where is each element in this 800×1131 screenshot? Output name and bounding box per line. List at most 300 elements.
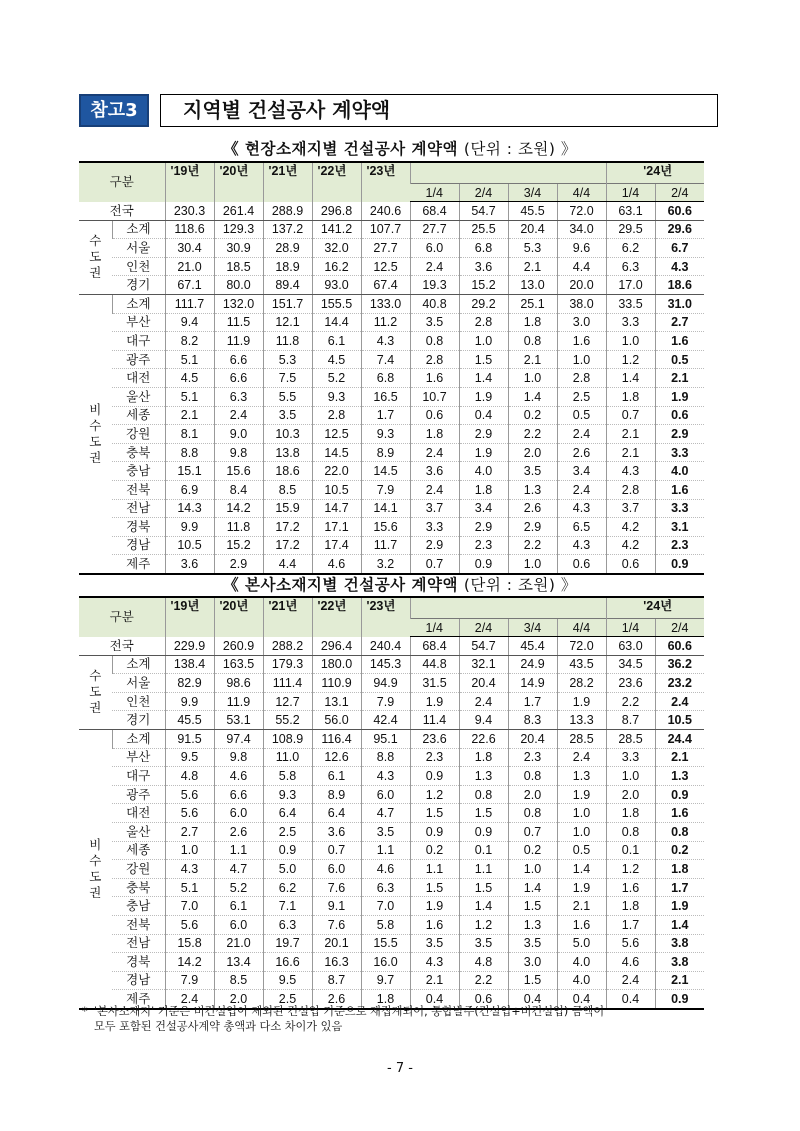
region-name: 전남 [112, 934, 165, 953]
region-group-capital: 수 도 권 [79, 655, 112, 729]
table-cell: 1.5 [508, 971, 557, 990]
table-cell: 2.1 [557, 897, 606, 916]
table-cell: 20.0 [557, 276, 606, 295]
table-cell: 3.0 [557, 313, 606, 332]
footnote-mark: * [82, 1005, 88, 1018]
table-cell: 0.4 [606, 990, 655, 1009]
region-name: 충남 [112, 462, 165, 481]
table-cell: 5.6 [606, 934, 655, 953]
table-cell: 27.7 [361, 239, 410, 258]
table-row [79, 897, 753, 916]
table-cell: 28.9 [263, 239, 312, 258]
region-name: 전북 [112, 480, 165, 499]
table-cell: 2.3 [459, 536, 508, 555]
table-row [79, 313, 753, 332]
table-cell: 7.9 [165, 971, 214, 990]
table-cell: 13.4 [214, 953, 263, 972]
table-cell: 6.6 [214, 350, 263, 369]
table-cell: 1.9 [410, 897, 459, 916]
region-name: 세종 [112, 841, 165, 860]
table-cell: 9.9 [165, 518, 214, 537]
table-cell: 14.5 [361, 462, 410, 481]
region-name: 경남 [112, 536, 165, 555]
table-row [79, 555, 753, 574]
table-cell: 2.1 [655, 748, 704, 767]
table-cell: 1.7 [361, 406, 410, 425]
table-cell: 15.8 [165, 934, 214, 953]
table-cell: 6.0 [410, 239, 459, 258]
table-cell: 3.7 [410, 499, 459, 518]
table-cell: 9.9 [165, 692, 214, 711]
table-cell: 14.9 [508, 674, 557, 693]
table-row [79, 425, 753, 444]
table-cell: 1.6 [655, 804, 704, 823]
footnote-line2: 모두 포함된 건설공사계약 총액과 다소 차이가 있음 [94, 1020, 343, 1033]
table-cell: 60.6 [655, 637, 704, 656]
table-cell: 4.3 [655, 257, 704, 276]
table-cell: 2.8 [606, 480, 655, 499]
table-cell: 260.9 [214, 637, 263, 656]
table-cell: 8.8 [361, 748, 410, 767]
reference-badge: 참고3 [79, 94, 149, 127]
table-cell: 1.2 [606, 860, 655, 879]
table-cell: 288.2 [263, 637, 312, 656]
table-cell: 1.0 [459, 332, 508, 351]
table-cell: 9.8 [214, 748, 263, 767]
table-cell: 0.5 [557, 406, 606, 425]
header-blank [508, 597, 557, 619]
footnote [82, 1004, 732, 1034]
table-cell: 24.4 [655, 729, 704, 748]
table-cell: 6.1 [312, 767, 361, 786]
table1-caption-text: 《 현장소재지별 건설공사 계약액 [223, 140, 458, 158]
table-cell: 2.4 [557, 425, 606, 444]
table-cell: 5.0 [263, 860, 312, 879]
table-cell: 0.8 [508, 332, 557, 351]
table-row [79, 860, 753, 879]
table-cell: 1.2 [410, 785, 459, 804]
table-cell: 1.5 [410, 878, 459, 897]
header-quarter-24: 2/4 [655, 619, 704, 637]
table-cell: 6.6 [214, 369, 263, 388]
table-cell: 0.8 [410, 332, 459, 351]
region-name: 전남 [112, 499, 165, 518]
table-cell: 89.4 [263, 276, 312, 295]
table-cell: 1.2 [459, 915, 508, 934]
region-name: 서울 [112, 674, 165, 693]
table-cell: 6.8 [459, 239, 508, 258]
table-cell: 20.4 [508, 220, 557, 239]
table-cell: 15.2 [214, 536, 263, 555]
table-cell: 1.8 [459, 480, 508, 499]
table-cell: 23.6 [606, 674, 655, 693]
table-cell: 6.3 [263, 915, 312, 934]
header-quarter: 4/4 [557, 184, 606, 202]
table-cell: 0.6 [655, 406, 704, 425]
table-cell: 12.5 [361, 257, 410, 276]
table-cell: 19.7 [263, 934, 312, 953]
table-cell: 0.5 [655, 350, 704, 369]
table-cell: 2.4 [557, 748, 606, 767]
table-cell: 6.2 [263, 878, 312, 897]
table-cell: 2.8 [459, 313, 508, 332]
table-cell: 82.9 [165, 674, 214, 693]
region-name: 경남 [112, 971, 165, 990]
table-cell: 22.6 [459, 729, 508, 748]
hq-location-table [79, 596, 753, 1010]
header-quarter-24: 2/4 [655, 184, 704, 202]
table-cell: 240.4 [361, 637, 410, 656]
table-cell: 1.6 [655, 332, 704, 351]
table-cell: 2.5 [263, 822, 312, 841]
table-cell: 5.8 [361, 915, 410, 934]
table-cell: 13.8 [263, 443, 312, 462]
table-cell: 6.0 [214, 915, 263, 934]
table-cell: 1.0 [606, 332, 655, 351]
table-cell: 5.1 [165, 878, 214, 897]
table-cell: 6.5 [557, 518, 606, 537]
header-year: '23년 [361, 597, 410, 637]
table-cell: 0.6 [459, 990, 508, 1009]
table-cell: 7.6 [312, 915, 361, 934]
table-cell: 4.3 [361, 332, 410, 351]
table-cell: 18.9 [263, 257, 312, 276]
table-cell: 1.3 [557, 767, 606, 786]
table-cell: 0.9 [459, 822, 508, 841]
table-cell: 6.1 [312, 332, 361, 351]
header-quarter: 3/4 [508, 619, 557, 637]
table-cell: 12.6 [312, 748, 361, 767]
table-cell: 2.1 [606, 443, 655, 462]
table-cell: 4.3 [165, 860, 214, 879]
table-cell: 23.6 [410, 729, 459, 748]
table-cell: 145.3 [361, 655, 410, 674]
table-cell: 5.0 [557, 934, 606, 953]
table-cell: 0.6 [557, 555, 606, 574]
table-cell: 9.3 [263, 785, 312, 804]
table-cell: 11.0 [263, 748, 312, 767]
table-cell: 1.0 [165, 841, 214, 860]
table-cell: 10.5 [312, 480, 361, 499]
table-cell: 67.4 [361, 276, 410, 295]
table-cell: 9.0 [214, 425, 263, 444]
table-cell: 3.3 [655, 443, 704, 462]
table-cell: 1.7 [508, 692, 557, 711]
table-cell: 3.5 [508, 934, 557, 953]
table-row [79, 953, 753, 972]
table-cell: 4.6 [361, 860, 410, 879]
region-name: 대전 [112, 804, 165, 823]
table-cell: 0.7 [312, 841, 361, 860]
table-cell: 42.4 [361, 711, 410, 730]
table-row [79, 480, 753, 499]
table-cell: 0.4 [459, 406, 508, 425]
table-cell: 5.1 [165, 387, 214, 406]
table-cell: 13.1 [312, 692, 361, 711]
table-cell: 0.9 [655, 555, 704, 574]
header-gubun: 구분 [79, 162, 165, 202]
header-quarter: 3/4 [508, 184, 557, 202]
table-cell: 80.0 [214, 276, 263, 295]
region-name: 충북 [112, 443, 165, 462]
table-cell: 2.1 [655, 369, 704, 388]
table-cell: 4.0 [655, 462, 704, 481]
table-cell: 8.9 [312, 785, 361, 804]
table-cell: 6.1 [214, 897, 263, 916]
table-cell: 230.3 [165, 202, 214, 221]
table-row [79, 934, 753, 953]
table-cell: 0.6 [606, 555, 655, 574]
table-cell: 14.5 [312, 443, 361, 462]
region-name: 강원 [112, 425, 165, 444]
region-name: 충북 [112, 878, 165, 897]
table-cell: 6.0 [361, 785, 410, 804]
table-cell: 3.6 [165, 555, 214, 574]
table-cell: 2.6 [557, 443, 606, 462]
table-cell: 8.4 [214, 480, 263, 499]
table-cell: 116.4 [312, 729, 361, 748]
table-cell: 107.7 [361, 220, 410, 239]
header-gubun: 구분 [79, 597, 165, 637]
table-cell: 3.5 [263, 406, 312, 425]
table-cell: 0.7 [508, 822, 557, 841]
table-cell: 2.8 [312, 406, 361, 425]
table-cell: 0.2 [410, 841, 459, 860]
table-row [79, 499, 753, 518]
table-cell: 2.2 [508, 425, 557, 444]
table-cell: 1.7 [606, 915, 655, 934]
table-cell: 31.5 [410, 674, 459, 693]
table-cell: 45.5 [165, 711, 214, 730]
header-year-24: '24년 [606, 162, 704, 184]
table-cell: 17.4 [312, 536, 361, 555]
table-cell: 14.2 [214, 499, 263, 518]
table-cell: 2.4 [165, 990, 214, 1009]
table-cell: 12.7 [263, 692, 312, 711]
table-cell: 5.3 [508, 239, 557, 258]
region-name: 강원 [112, 860, 165, 879]
table-cell: 1.0 [606, 767, 655, 786]
table-row [79, 257, 753, 276]
table-cell: 15.9 [263, 499, 312, 518]
table-cell: 0.5 [557, 841, 606, 860]
table-cell: 0.7 [606, 406, 655, 425]
table-cell: 6.2 [606, 239, 655, 258]
table-cell: 1.9 [557, 878, 606, 897]
table-cell: 0.4 [557, 990, 606, 1009]
table-row [79, 692, 753, 711]
table-cell: 40.8 [410, 294, 459, 313]
table-cell: 8.7 [606, 711, 655, 730]
table-cell: 29.6 [655, 220, 704, 239]
table-cell: 0.2 [655, 841, 704, 860]
region-name: 부산 [112, 748, 165, 767]
table-row [79, 637, 753, 656]
table-cell: 110.9 [312, 674, 361, 693]
table-row [79, 332, 753, 351]
table-cell: 3.4 [557, 462, 606, 481]
header-year: '21년 [263, 162, 312, 202]
table-cell: 1.8 [606, 804, 655, 823]
table-cell: 68.4 [410, 637, 459, 656]
header-year: '22년 [312, 597, 361, 637]
header-blank [508, 162, 557, 184]
table-cell: 1.9 [459, 387, 508, 406]
table-cell: 3.3 [410, 518, 459, 537]
table-cell: 45.5 [508, 202, 557, 221]
table-cell: 10.5 [655, 711, 704, 730]
header-quarter-24: 1/4 [606, 619, 655, 637]
table-cell: 1.3 [655, 767, 704, 786]
table-cell: 0.7 [410, 555, 459, 574]
table-cell: 5.2 [214, 878, 263, 897]
table-cell: 6.3 [214, 387, 263, 406]
header-year: '22년 [312, 162, 361, 202]
table-cell: 5.6 [165, 804, 214, 823]
site-location-table [79, 161, 753, 575]
table-cell: 12.1 [263, 313, 312, 332]
table-cell: 2.3 [410, 748, 459, 767]
table-cell: 15.2 [459, 276, 508, 295]
table-cell: 2.1 [410, 971, 459, 990]
table-cell: 4.0 [557, 971, 606, 990]
table-cell: 3.5 [410, 934, 459, 953]
table-cell: 4.5 [312, 350, 361, 369]
table-cell: 8.1 [165, 425, 214, 444]
table-cell: 0.4 [410, 990, 459, 1009]
table-cell: 68.4 [410, 202, 459, 221]
table-cell: 9.4 [165, 313, 214, 332]
region-group-capital: 수 도 권 [79, 220, 112, 294]
table-cell: 30.4 [165, 239, 214, 258]
table-cell: 6.7 [655, 239, 704, 258]
region-name: 부산 [112, 313, 165, 332]
table-cell: 32.1 [459, 655, 508, 674]
table-cell: 3.3 [606, 313, 655, 332]
table-cell: 1.6 [410, 915, 459, 934]
table-cell: 0.8 [459, 785, 508, 804]
table-cell: 72.0 [557, 637, 606, 656]
table-cell: 14.4 [312, 313, 361, 332]
table-cell: 1.0 [557, 804, 606, 823]
header-quarter: 2/4 [459, 184, 508, 202]
table-cell: 31.0 [655, 294, 704, 313]
table-cell: 94.9 [361, 674, 410, 693]
table-cell: 8.3 [508, 711, 557, 730]
table-cell: 3.8 [655, 934, 704, 953]
table-cell: 54.7 [459, 202, 508, 221]
table-cell: 1.7 [655, 878, 704, 897]
table-cell: 1.8 [655, 860, 704, 879]
table-cell: 11.5 [214, 313, 263, 332]
region-name: 광주 [112, 350, 165, 369]
table-cell: 1.8 [508, 313, 557, 332]
table-cell: 32.0 [312, 239, 361, 258]
table-cell: 0.8 [606, 822, 655, 841]
table-cell: 18.6 [655, 276, 704, 295]
table-cell: 2.4 [606, 971, 655, 990]
table-row [79, 878, 753, 897]
table2-caption-text: 《 본사소재지별 건설공사 계약액 [223, 576, 458, 594]
table-row [79, 674, 753, 693]
table-cell: 2.4 [410, 257, 459, 276]
table-cell: 23.2 [655, 674, 704, 693]
table-cell: 2.8 [557, 369, 606, 388]
region-name: 인천 [112, 692, 165, 711]
table-cell: 1.6 [606, 878, 655, 897]
table-cell: 1.6 [557, 332, 606, 351]
table-cell: 13.0 [508, 276, 557, 295]
table-cell: 7.4 [361, 350, 410, 369]
table-cell: 0.8 [508, 804, 557, 823]
header-year: '20년 [214, 597, 263, 637]
table-cell: 1.0 [557, 822, 606, 841]
header-quarter: 2/4 [459, 619, 508, 637]
table-cell: 5.1 [165, 350, 214, 369]
table-cell: 5.5 [263, 387, 312, 406]
table-cell: 129.3 [214, 220, 263, 239]
table-cell: 11.7 [361, 536, 410, 555]
table-cell: 1.8 [606, 387, 655, 406]
table-cell: 6.9 [165, 480, 214, 499]
table-cell: 54.7 [459, 637, 508, 656]
table-cell: 151.7 [263, 294, 312, 313]
table-cell: 4.0 [459, 462, 508, 481]
header-blank [459, 162, 508, 184]
table-cell: 1.4 [606, 369, 655, 388]
table-cell: 14.2 [165, 953, 214, 972]
table-row [79, 536, 753, 555]
table-cell: 17.2 [263, 536, 312, 555]
table-cell: 1.5 [459, 804, 508, 823]
table-cell: 6.8 [361, 369, 410, 388]
region-name: 제주 [112, 555, 165, 574]
table-cell: 11.2 [361, 313, 410, 332]
table-cell: 1.3 [508, 915, 557, 934]
table-cell: 34.0 [557, 220, 606, 239]
page-number: - 7 - [387, 1061, 413, 1076]
table-cell: 14.3 [165, 499, 214, 518]
table-cell: 44.8 [410, 655, 459, 674]
table-row [79, 748, 753, 767]
header-quarter-24: 1/4 [606, 184, 655, 202]
table-cell: 4.7 [214, 860, 263, 879]
table-row [79, 387, 753, 406]
table-cell: 28.5 [557, 729, 606, 748]
table-cell: 2.6 [312, 990, 361, 1009]
region-name: 울산 [112, 822, 165, 841]
table2-caption [80, 573, 720, 595]
table-cell: 8.5 [214, 971, 263, 990]
table-cell: 0.9 [410, 822, 459, 841]
table-cell: 1.8 [606, 897, 655, 916]
table-row [79, 711, 753, 730]
table-cell: 261.4 [214, 202, 263, 221]
table-cell: 1.1 [410, 860, 459, 879]
table-cell: 36.2 [655, 655, 704, 674]
region-name: 소계 [112, 294, 165, 313]
table-cell: 1.0 [508, 555, 557, 574]
section-title: 지역별 건설공사 계약액 [160, 94, 718, 127]
table-cell: 72.0 [557, 202, 606, 221]
table-cell: 1.3 [459, 767, 508, 786]
table1-unit: (단위 : 조원) 》 [463, 140, 577, 158]
table-cell: 6.0 [214, 804, 263, 823]
table-cell: 2.4 [459, 692, 508, 711]
table-cell: 0.8 [655, 822, 704, 841]
table-row [79, 202, 753, 221]
table-cell: 4.8 [459, 953, 508, 972]
